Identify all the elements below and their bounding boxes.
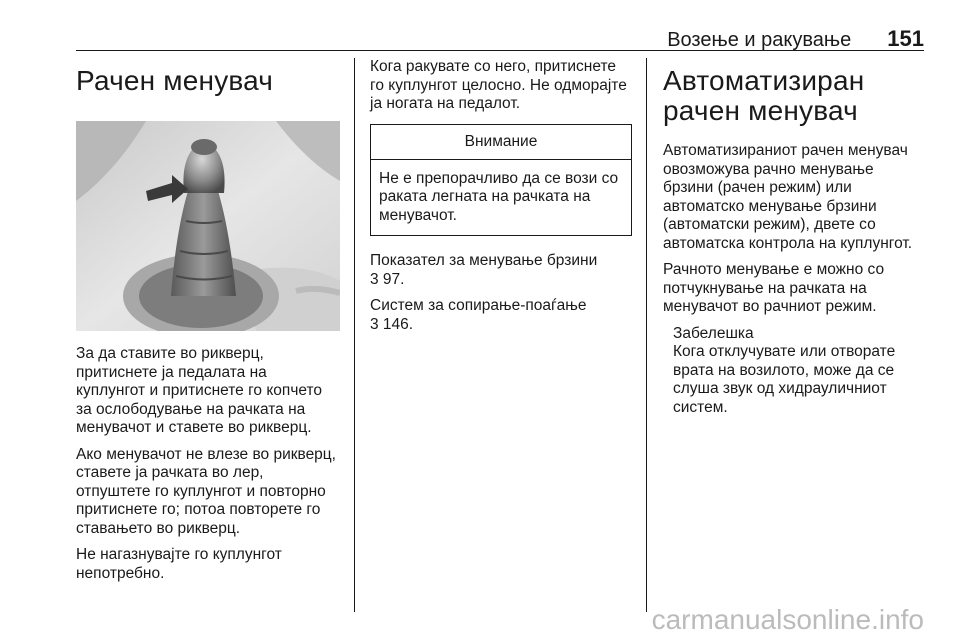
- ref-page: 3 146.: [370, 315, 414, 333]
- automated-manual-heading: Автоматизиран рачен менувач: [663, 65, 865, 126]
- column-middle: [370, 58, 632, 342]
- gear-shift-image: [76, 121, 340, 331]
- column-right: [663, 58, 925, 425]
- ref-text: Систем за сопирање-поаѓање: [370, 297, 587, 314]
- reverse-paragraph: За да ставите во рикверц, притиснете ја педалата на куплунгот и притиснете го копчето за ослободување на рачката на менувачот и ставете во рикверц.: [76, 345, 323, 436]
- manual-transmission-heading: Рачен менувач: [76, 65, 274, 96]
- warning-body: Не е препорачливо да се вози со раката легната на рачката на менувачот.: [379, 169, 619, 224]
- header-rule: [76, 50, 924, 51]
- ref-text: Показател за менување брзини: [370, 252, 598, 269]
- clutch-paragraph: Не нагазнувајте го куплунгот непотребно.: [76, 546, 282, 582]
- ref-page: 3 97.: [370, 270, 405, 288]
- note-title: Забелешка: [673, 324, 754, 342]
- gear-indicator-ref: [370, 252, 632, 289]
- warning-title: Внимание: [371, 125, 631, 160]
- manual-mode-paragraph: Рачното менување е можно со потчукнување на рачката на менувачот во рачниот режим.: [663, 261, 885, 315]
- column-divider-2: [646, 58, 647, 612]
- warning-box: [370, 124, 632, 237]
- note-block: [673, 325, 925, 418]
- section-title: Возење и ракување: [667, 29, 852, 51]
- note-body: Кога отклучувате или отворате врата на возилото, може да се слуша звук од хидрауличниот систем.: [673, 343, 896, 416]
- watermark: carmanualsonline.info: [651, 604, 924, 635]
- stop-start-ref: [370, 297, 632, 334]
- clutch-intro-paragraph: Кога ракувате со него, притиснете го куплунгот целосно. Не одморајте ја ногата на педалот.: [370, 58, 627, 112]
- gear-shift-illustration: [76, 121, 340, 331]
- column-divider-1: [354, 58, 355, 612]
- page-number: 151: [887, 26, 924, 51]
- column-left: [76, 58, 340, 591]
- automated-intro-paragraph: Автоматизираниот рачен менувач овозможува рачно менување брзини (рачен режим) или автоматско менување брзини (автоматски режим), двете со автоматска контрола на куплунгот.: [663, 142, 913, 252]
- reverse-retry-paragraph: Ако менувачот не влезе во рикверц, ставете ја рачката во лер, отпуштете го куплунгот и повторно притиснете го; потоа повторете го ставањето во рикверц.: [76, 445, 336, 537]
